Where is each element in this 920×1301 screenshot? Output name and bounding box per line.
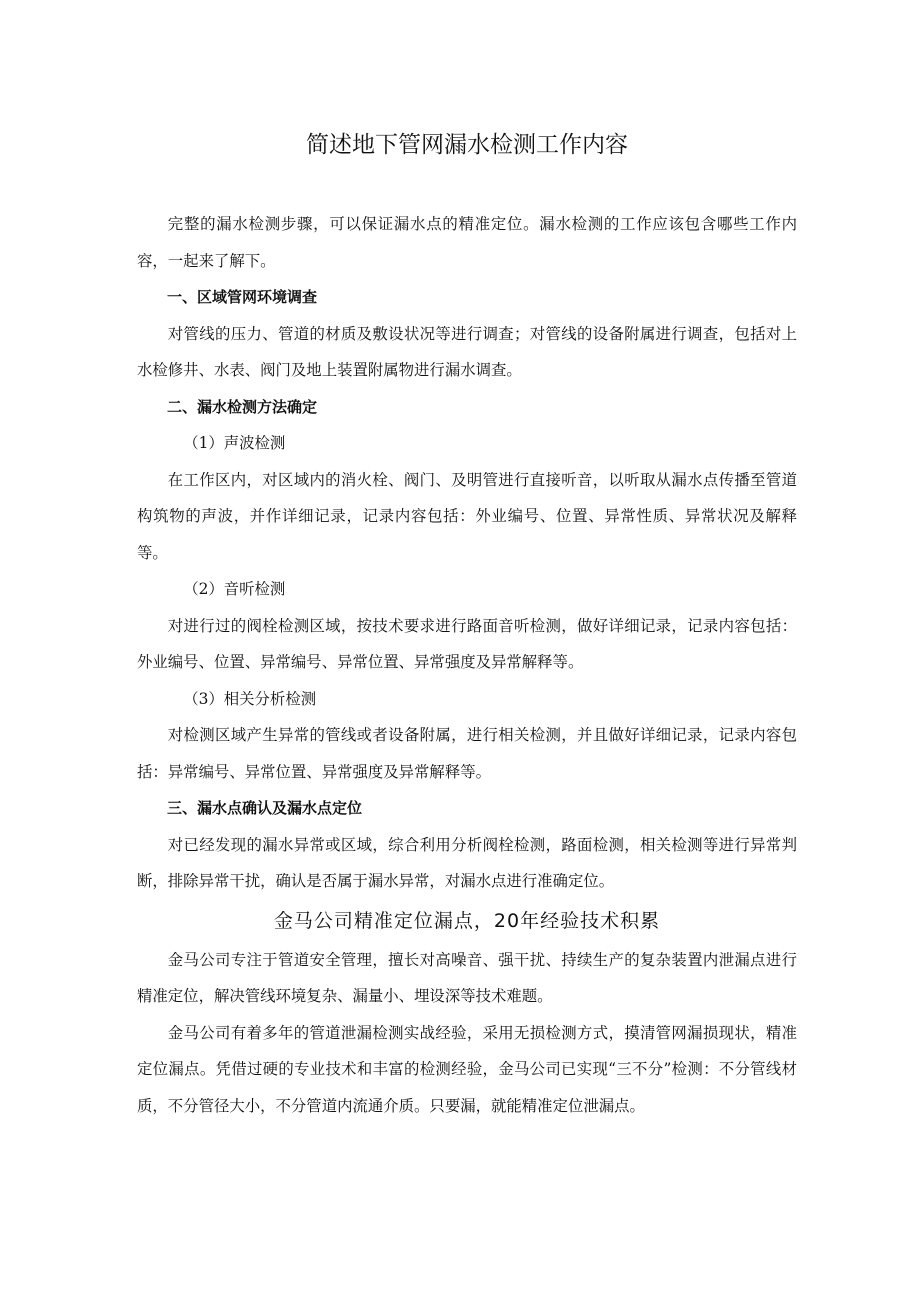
intro-paragraph: 完整的漏水检测步骤，可以保证漏水点的精准定位。漏水检测的工作应该包含哪些工作内容，一起来了解下。 — [137, 215, 797, 270]
document-body — [137, 124, 797, 1124]
section-heading-2: 二、漏水检测方法确定 — [167, 397, 318, 416]
section-heading-3: 三、漏水点确认及漏水点定位 — [167, 799, 363, 817]
listening-paragraph: 对进行过的阀栓检测区域，按技术要求进行路面音听检测，做好详细记录，记录内容包括：外业编号、位置、异常编号、异常位置、异常强度及异常解释等。 — [137, 616, 797, 671]
page-title: 简述地下管网漏水检测工作内容 — [306, 132, 628, 158]
subheading-acoustic: （1）声波检测 — [183, 434, 286, 452]
correlation-paragraph: 对检测区域产生异常的管线或者设备附属，进行相关检测，并且做好详细记录，记录内容包括：异常编号、异常位置、异常强度及异常解释等。 — [137, 726, 797, 781]
section-heading-1: 一、区域管网环境调查 — [167, 288, 318, 306]
company-paragraph-1: 金马公司专注于管道安全管理，擅长对高噪音、强干扰、持续生产的复杂装置内泄漏点进行精准定位，解决管线环境复杂、漏量小、埋设深等技术难题。 — [137, 950, 797, 1005]
section-3-paragraph: 对已经发现的漏水异常或区域，综合利用分析阀栓检测，路面检测，相关检测等进行异常判断，排除异常干扰，确认是否属于漏水异常，对漏水点进行准确定位。 — [137, 835, 797, 890]
company-paragraph-2: 金马公司有着多年的管道泄漏检测实战经验，采用无损检测方式，摸清管网漏损现状，精准定位漏点。凭借过硬的专业技术和丰富的检测经验，金马公司已实现“三不分”检测：不分管线材质，不分管径大小，不分管道内流通介质。只要漏，就能精准定位泄漏点。 — [137, 1023, 797, 1115]
subheading-listening: （2）音听检测 — [183, 580, 286, 598]
section-1-paragraph: 对管线的压力、管道的材质及敷设状况等进行调查；对管线的设备附属进行调查，包括对上水检修井、水表、阀门及地上装置附属物进行漏水调查。 — [137, 324, 797, 379]
company-section-title: 金马公司精准定位漏点，20年经验技术积累 — [273, 909, 661, 932]
subheading-correlation: （3）相关分析检测 — [183, 689, 317, 708]
acoustic-paragraph: 在工作区内，对区域内的消火栓、阀门、及明管进行直接听音，以听取从漏水点传播至管道构筑物的声波，并作详细记录，记录内容包括：外业编号、位置、异常性质、异常状况及解释等。 — [137, 470, 797, 562]
